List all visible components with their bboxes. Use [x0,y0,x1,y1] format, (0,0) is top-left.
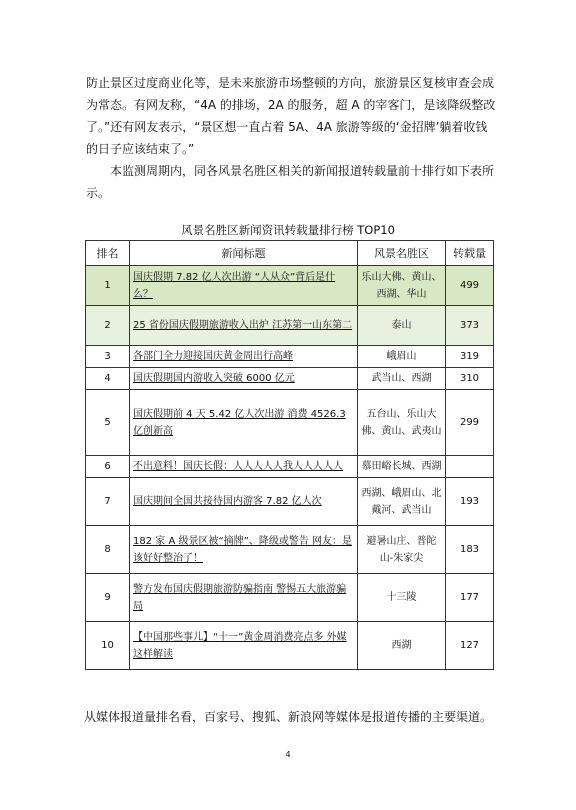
rank-cell: 10 [86,622,130,670]
news-title-link[interactable]: 国庆期间全国共接待国内游客 7.82 亿人次 [130,478,358,526]
count-cell: 183 [446,526,494,574]
table-header-row [86,241,494,266]
count-cell [446,456,494,478]
rank-cell: 5 [86,390,130,456]
count-cell: 299 [446,390,494,456]
news-title-link[interactable]: 182 家 A 级景区被“摘牌”、降级或警告 网友：是该好好整治了！ [130,526,358,574]
table-row [86,456,494,478]
count-cell: 127 [446,622,494,670]
table-row [86,478,494,526]
header-area: 风景名胜区 [358,241,446,266]
table-caption: 风景名胜区新闻资讯转载量排行榜 TOP10 [181,223,395,237]
area-cell: 西湖 [358,622,446,670]
news-title-link[interactable]: 国庆假期 7.82 亿人次出游 “人从众”背后是什么？ [130,266,358,306]
rank-cell: 2 [86,306,130,346]
paragraph-2: 本监测周期内，同各风景名胜区相关的新闻报道转载量前十排行如下表所示。 [86,164,495,200]
source-summary: 从媒体报道量排名看，百家号、搜狐、新浪网等媒体是报道传播的主要渠道。 [83,710,492,724]
news-title-link[interactable]: 国庆假期国内游收入突破 6000 亿元 [130,368,358,390]
news-title-link[interactable]: 不出意料！国庆长假：人人人人人我人人人人人 [130,456,358,478]
table-row [86,622,494,670]
news-title-link[interactable]: 【中国那些事儿】“十一”黄金周消费亮点多 外媒这样解读 [130,622,358,670]
table-row [86,368,494,390]
area-cell: 五台山、乐山大佛、黄山、武夷山 [358,390,446,456]
rank-cell: 3 [86,346,130,368]
header-title: 新闻标题 [130,241,358,266]
area-cell: 避暑山庄、普陀山-朱家尖 [358,526,446,574]
table-row [86,574,494,622]
area-cell: 西湖、峨眉山、北戴河、武当山 [358,478,446,526]
table-row [86,306,494,346]
table-row [86,390,494,456]
news-title-link[interactable]: 各部门全力迎接国庆黄金周出行高峰 [130,346,358,368]
count-cell: 193 [446,478,494,526]
news-title-link[interactable]: 警方发布国庆假期旅游防骗指南 警惕五大旅游骗局 [130,574,358,622]
count-cell: 373 [446,306,494,346]
body-paragraphs [86,72,496,204]
page-number: 4 [285,750,291,759]
area-cell: 慕田峪长城、西湖 [358,456,446,478]
news-title-link[interactable]: 25 省份国庆假期旅游收入出炉 江苏第一山东第二 [130,306,358,346]
rank-cell: 9 [86,574,130,622]
count-cell: 177 [446,574,494,622]
area-cell: 峨眉山 [358,346,446,368]
rank-cell: 1 [86,266,130,306]
table-row [86,346,494,368]
area-cell: 泰山 [358,306,446,346]
area-cell: 乐山大佛、黄山、西湖、华山 [358,266,446,306]
rank-cell: 6 [86,456,130,478]
paragraph-1: 防止景区过度商业化等，是未来旅游市场整顿的方向，旅游景区复核审查会成为常态。有网友称，“4A 的排场，2A 的服务，超 A 的宰客门，是该降级整改了。”还有网友表示，“景区想一直占着 5A、4A 旅游等级的‘金招牌’躺着收钱的日子应该结束了。” [86,76,496,156]
count-cell: 319 [446,346,494,368]
table-row [86,266,494,306]
area-cell: 十三陵 [358,574,446,622]
rank-cell: 4 [86,368,130,390]
rank-cell: 8 [86,526,130,574]
news-title-link[interactable]: 国庆假期前 4 天 5.42 亿人次出游 消费 4526.3 亿创新高 [130,390,358,456]
count-cell: 310 [446,368,494,390]
header-count: 转载量 [446,241,494,266]
ranking-table [85,240,494,670]
header-rank: 排名 [86,241,130,266]
area-cell: 武当山、西湖 [358,368,446,390]
table-row [86,526,494,574]
count-cell: 499 [446,266,494,306]
rank-cell: 7 [86,478,130,526]
